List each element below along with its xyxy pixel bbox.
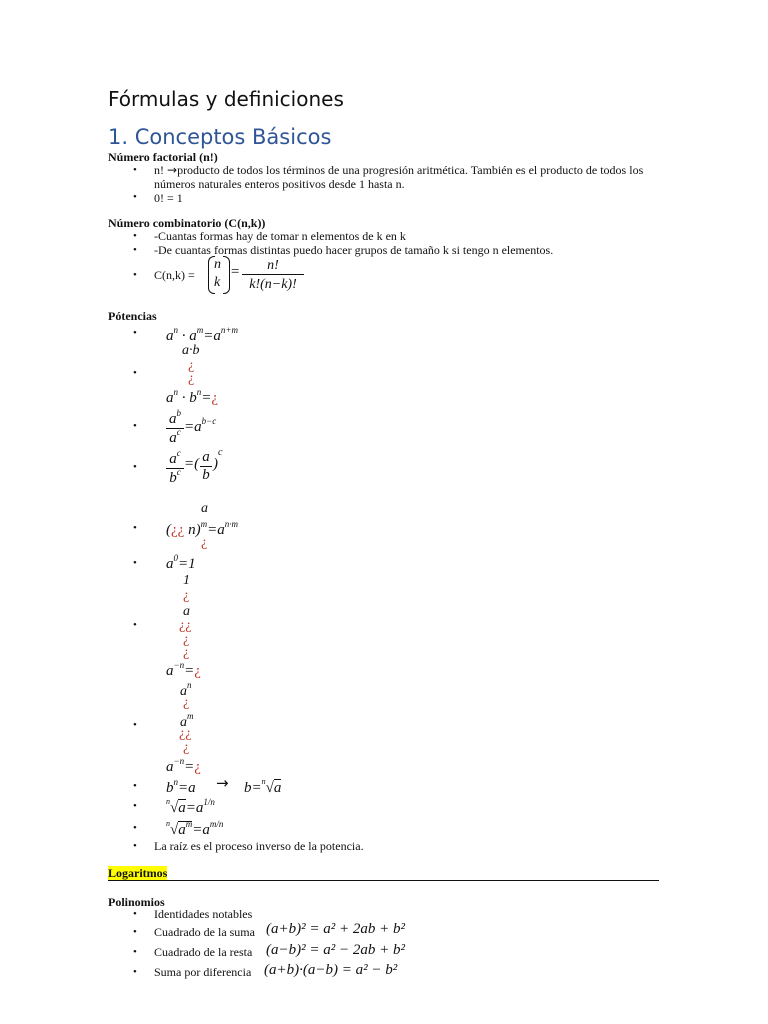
arrow-icon: → <box>167 163 178 177</box>
factorial-item-1: n! →producto de todos los términos de una progresión aritmética. También es el producto de todos los <box>154 163 644 177</box>
formula-power-quotient-den: $b^c$ <box>169 467 181 486</box>
formula-product-same-base: $a^n \cdot a^m=a^{n+m}$ <box>166 325 238 344</box>
combinatorio-item-2: -De cuantas formas distintas puedo hacer grupos de tamaño k si tengo n elementos. <box>154 243 554 257</box>
formula-product-same-exp-top: a·b <box>182 343 200 358</box>
bullet: • <box>133 164 137 176</box>
combinatorio-frac-den: k!(n−k)! <box>249 277 297 292</box>
bullet: • <box>133 557 137 569</box>
bullet: • <box>133 244 137 256</box>
formula-sum-by-difference: (a+b)·(a−b) = a² − b² <box>264 962 398 978</box>
potencias-note: La raíz es el proceso inverso de la potencia. <box>154 839 364 853</box>
polinomios-item-4-label: Suma por diferencia <box>154 965 252 979</box>
missing-glyph: ¿¿ <box>179 726 192 741</box>
logaritmos-heading: Logaritmos <box>108 866 168 880</box>
missing-glyph: ¿ <box>183 740 190 755</box>
bullet: • <box>133 822 137 834</box>
formula-negative-exp-b: $a^{-n}=¿$ <box>166 756 201 775</box>
factorial-heading: Número factorial (n!) <box>108 150 218 164</box>
bullet: • <box>133 926 137 938</box>
bullet: • <box>133 327 137 339</box>
missing-glyph: ¿ <box>183 645 190 660</box>
formula-square-of-difference: (a−b)² = a² − 2ab + b² <box>266 942 405 958</box>
polinomios-item-2-label: Cuadrado de la suma <box>154 925 255 939</box>
binomial-coefficient: n k <box>208 256 230 294</box>
bullet: • <box>133 719 137 731</box>
formula-quotient-den: $a^c$ <box>169 427 181 446</box>
bullet: • <box>133 522 137 534</box>
formula-power-quotient-num: $a^c$ <box>166 448 184 469</box>
bullet: • <box>133 619 137 631</box>
formula-quotient-rhs: $=a^{b-c}$ <box>184 416 217 435</box>
polinomios-item-1: Identidades notables <box>154 907 253 921</box>
bullet: • <box>133 840 137 852</box>
missing-glyph: ¿ <box>201 535 208 550</box>
formula-root-result: b=$^n$√a <box>244 777 282 796</box>
formula-power-of-power-top: a <box>201 501 208 516</box>
formula-power-of-power: (¿¿ $n)^m=a^{n\cdot m}$ <box>166 519 238 538</box>
missing-glyph: ¿¿ <box>179 618 192 633</box>
section-divider <box>108 880 659 881</box>
bullet: • <box>133 420 137 432</box>
missing-glyph: ¿ <box>188 358 195 373</box>
section-heading-conceptos: 1. Conceptos Básicos <box>108 125 332 149</box>
combinatorio-item-3-label: C(n,k) = <box>154 268 195 282</box>
bullet: • <box>133 367 137 379</box>
formula-negative-exp: $a^{-n}=¿$ <box>166 660 201 679</box>
missing-glyph: ¿ <box>183 632 190 647</box>
potencias-heading: Pótencias <box>108 309 157 323</box>
formula-negative-exp-1: 1 <box>183 573 190 588</box>
bullet: • <box>133 780 137 792</box>
factorial-item-2: 0! = 1 <box>154 191 183 205</box>
polinomios-heading: Polinomios <box>108 895 165 909</box>
formula-zero-exponent: $a^0=1$ <box>166 553 196 572</box>
bullet: • <box>133 966 137 978</box>
bullet: • <box>133 800 137 812</box>
polinomios-item-3-label: Cuadrado de la resta <box>154 945 253 959</box>
formula-quotient-num: $a^b$ <box>166 408 184 429</box>
bullet: • <box>133 269 137 281</box>
formula-root-as-power: $^n√a=a^{1/n}$ <box>166 797 215 816</box>
formula-root-of-power: $^n√a^m=a^{m/n}$ <box>166 819 224 838</box>
missing-glyph: ¿ <box>188 371 195 386</box>
combinatorio-heading: Número combinatorio (C(n,k)) <box>108 216 266 230</box>
combinatorio-item-1: -Cuantas formas hay de tomar n elementos de k en k <box>154 229 406 243</box>
missing-glyph: ¿ <box>183 588 190 603</box>
arrow-icon: → <box>216 774 229 792</box>
formula-square-of-sum: (a+b)² = a² + 2ab + b² <box>266 921 405 937</box>
formula-negative-exp-2-am: $a^m$ <box>180 711 194 730</box>
combinatorio-frac-num: n! <box>242 258 304 275</box>
formula-root-definition: $b^n=a$ <box>166 777 196 796</box>
bullet: • <box>133 461 137 473</box>
page-title: Fórmulas y definiciones <box>108 87 344 111</box>
bullet: • <box>133 230 137 242</box>
formula-product-same-exp: $a^n$ · $b^n=¿$ <box>166 387 219 406</box>
factorial-item-1-cont: números naturales enteros positivos desde 1 hasta n. <box>154 177 405 191</box>
formula-negative-exp-2: $a^n$ <box>180 680 192 699</box>
bullet: • <box>133 908 137 920</box>
missing-glyph: ¿ <box>183 695 190 710</box>
bullet: • <box>133 191 137 203</box>
bullet: • <box>133 946 137 958</box>
